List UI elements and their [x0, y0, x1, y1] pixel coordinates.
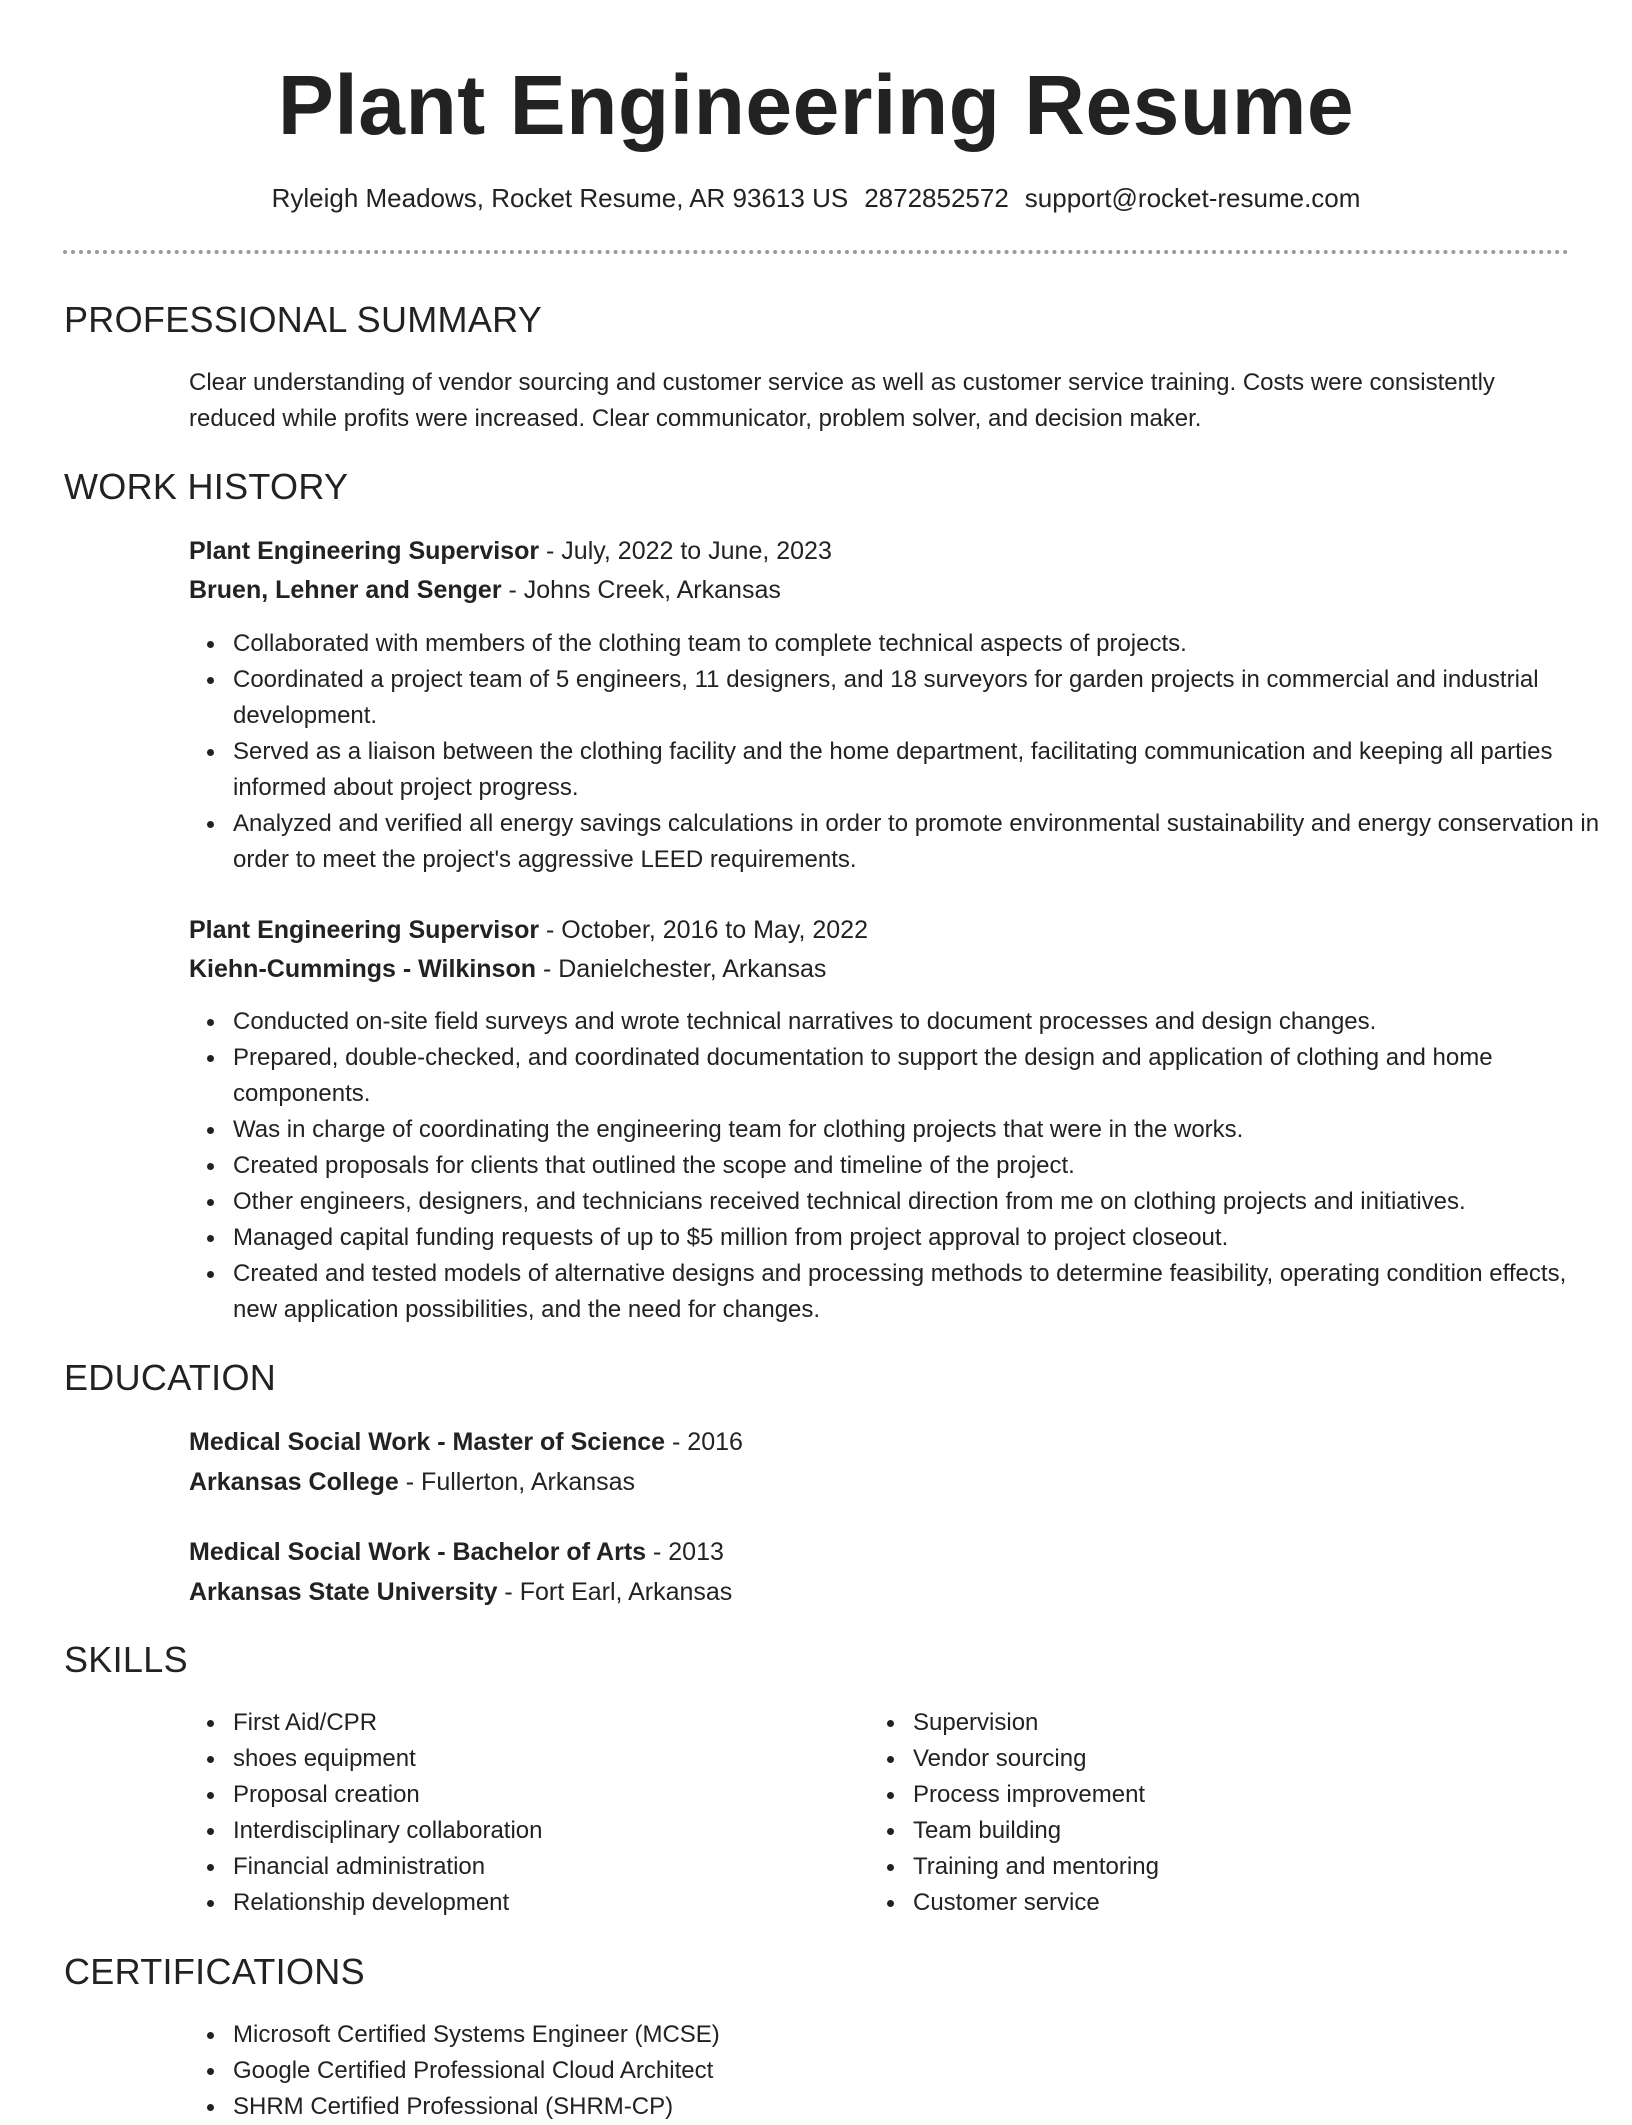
- education-school: Arkansas College: [189, 1468, 399, 1496]
- job-location: - Johns Creek, Arkansas: [501, 576, 781, 604]
- list-item: Created and tested models of alternative designs and processing methods to determine feasibility, operating condition effects, new application possibilities, and the need for changes.: [233, 1256, 1613, 1328]
- list-item: Collaborated with members of the clothing team to complete technical aspects of projects.: [233, 626, 1613, 662]
- section-heading-certifications: CERTIFICATIONS: [64, 1951, 365, 1992]
- job-dates: - October, 2016 to May, 2022: [539, 916, 868, 944]
- job-1-title-line: [189, 533, 832, 569]
- certification-item: SHRM Certified Professional (SHRM-CP): [233, 2089, 1613, 2125]
- certifications-list: [189, 2017, 1613, 2125]
- job-1-bullets: [189, 626, 1613, 878]
- job-title: Plant Engineering Supervisor: [189, 537, 540, 565]
- education-year: - 2013: [646, 1538, 724, 1566]
- certification-item: Google Certified Professional Cloud Architect: [233, 2053, 1613, 2089]
- contact-address: Ryleigh Meadows, Rocket Resume, AR 93613 US: [271, 183, 849, 213]
- job-location: - Danielchester, Arkansas: [536, 955, 827, 983]
- skill-item: Process improvement: [913, 1777, 1513, 1813]
- list-item: Analyzed and verified all energy savings calculations in order to promote environmental sustainability and energy conservation in order to meet the project's aggressive LEED requirements.: [233, 806, 1613, 878]
- list-item: Managed capital funding requests of up to $5 million from project approval to project closeout.: [233, 1220, 1613, 1256]
- list-item: Other engineers, designers, and technicians received technical direction from me on clothing projects and initiatives.: [233, 1184, 1613, 1220]
- list-item: Served as a liaison between the clothing facility and the home department, facilitating communication and keeping all parties informed about project progress.: [233, 734, 1613, 806]
- section-heading-summary: PROFESSIONAL SUMMARY: [64, 299, 543, 340]
- skill-item: Relationship development: [233, 1885, 833, 1921]
- section-heading-education: EDUCATION: [64, 1357, 277, 1398]
- skill-item: First Aid/CPR: [233, 1705, 833, 1741]
- skill-item: Proposal creation: [233, 1777, 833, 1813]
- skill-item: Training and mentoring: [913, 1849, 1513, 1885]
- job-dates: - July, 2022 to June, 2023: [539, 537, 832, 565]
- job-1-company-line: [189, 572, 781, 608]
- section-heading-skills: SKILLS: [64, 1639, 188, 1680]
- job-company: Kiehn-Cummings - Wilkinson: [189, 955, 536, 983]
- skill-item: Interdisciplinary collaboration: [233, 1813, 833, 1849]
- skill-item: Vendor sourcing: [913, 1741, 1513, 1777]
- education-year: - 2016: [665, 1428, 743, 1456]
- skill-item: shoes equipment: [233, 1741, 833, 1777]
- education-degree: Medical Social Work - Master of Science: [189, 1428, 666, 1456]
- contact-phone: 2872852572: [864, 183, 1009, 213]
- list-item: Conducted on-site field surveys and wrote technical narratives to document processes and design changes.: [233, 1004, 1613, 1040]
- skill-item: Supervision: [913, 1705, 1513, 1741]
- education-2-degree-line: [189, 1534, 724, 1570]
- contact-email: support@rocket-resume.com: [1024, 183, 1361, 213]
- header-divider: [63, 250, 1569, 254]
- summary-text: Clear understanding of vendor sourcing and customer service as well as customer service training. Costs were consistently reduced while profits were increased. Clear communicator, problem solver, and decision maker.: [189, 369, 1495, 432]
- education-degree: Medical Social Work - Bachelor of Arts: [189, 1538, 647, 1566]
- skill-item: Team building: [913, 1813, 1513, 1849]
- section-heading-work: WORK HISTORY: [64, 466, 349, 507]
- skill-item: Customer service: [913, 1885, 1513, 1921]
- job-title: Plant Engineering Supervisor: [189, 916, 540, 944]
- education-2-school-line: [189, 1574, 732, 1610]
- education-location: - Fullerton, Arkansas: [398, 1468, 636, 1496]
- skills-list-left: [189, 1705, 833, 1921]
- education-1-school-line: [189, 1464, 635, 1500]
- job-2-company-line: [189, 951, 826, 987]
- list-item: Created proposals for clients that outlined the scope and timeline of the project.: [233, 1148, 1613, 1184]
- certification-item: Microsoft Certified Systems Engineer (MCSE): [233, 2017, 1613, 2053]
- page-title: Plant Engineering Resume: [277, 58, 1355, 152]
- education-location: - Fort Earl, Arkansas: [497, 1578, 733, 1606]
- contact-line: [0, 180, 1632, 216]
- job-company: Bruen, Lehner and Senger: [189, 576, 502, 604]
- job-2-bullets: [189, 1004, 1613, 1328]
- job-2-title-line: [189, 912, 868, 948]
- education-school: Arkansas State University: [189, 1578, 498, 1606]
- list-item: Prepared, double-checked, and coordinated documentation to support the design and application of clothing and home components.: [233, 1040, 1613, 1112]
- skill-item: Financial administration: [233, 1849, 833, 1885]
- education-1-degree-line: [189, 1424, 743, 1460]
- list-item: Was in charge of coordinating the engineering team for clothing projects that were in the works.: [233, 1112, 1613, 1148]
- skills-list-right: [869, 1705, 1513, 1921]
- list-item: Coordinated a project team of 5 engineers, 11 designers, and 18 surveyors for garden projects in commercial and industrial development.: [233, 662, 1613, 734]
